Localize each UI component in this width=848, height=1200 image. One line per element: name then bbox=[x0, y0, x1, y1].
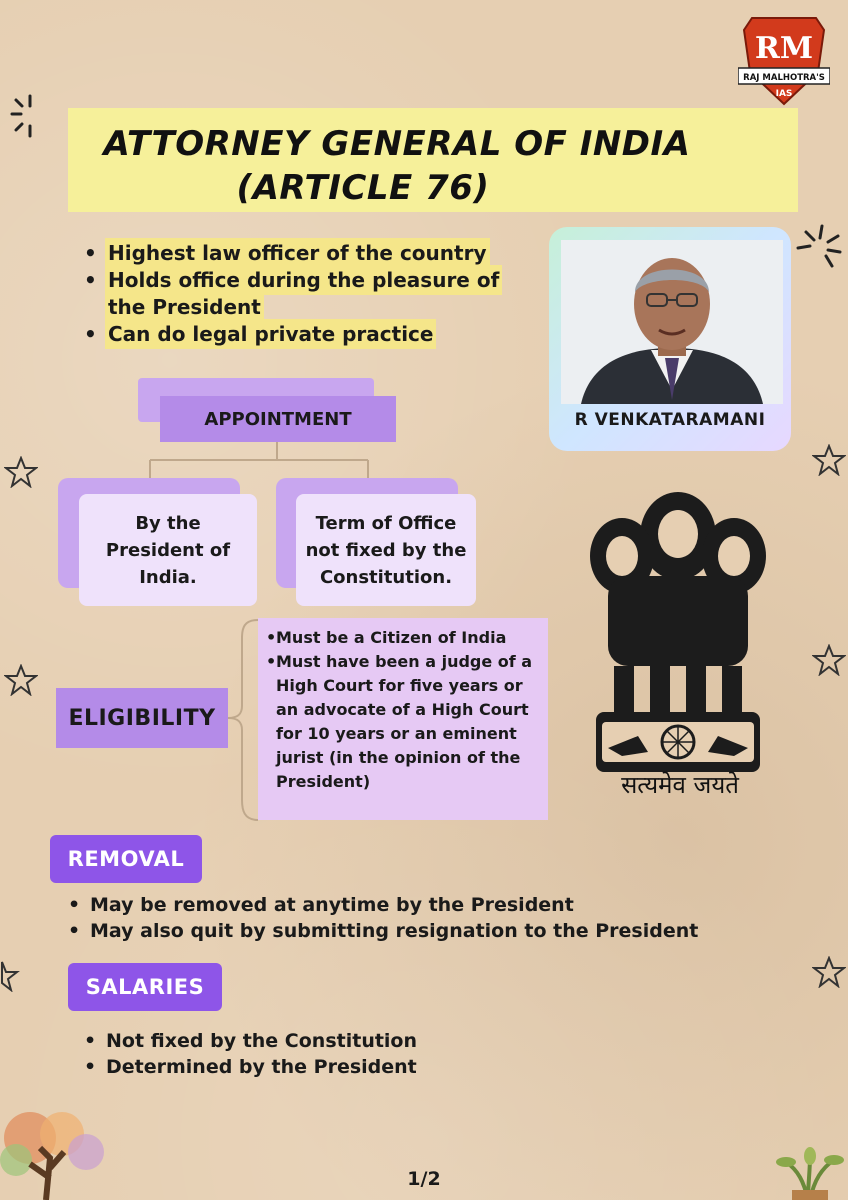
logo-ribbon-text: RAJ MALHOTRA'S bbox=[743, 73, 825, 83]
page-title: ATTORNEY GENERAL OF INDIA bbox=[103, 124, 691, 164]
list-item: • Determined by the President bbox=[78, 1054, 778, 1080]
appointment-heading: APPOINTMENT bbox=[160, 396, 396, 442]
national-emblem-icon bbox=[578, 476, 778, 816]
emblem-motto: सत्यमेव जयते bbox=[621, 771, 739, 799]
list-item: • Can do legal private practice bbox=[78, 321, 518, 348]
star-outline-icon bbox=[0, 960, 20, 992]
list-item: • Must be a Citizen of India bbox=[266, 626, 542, 650]
list-item: • May also quit by submitting resignation to the President bbox=[62, 918, 782, 944]
salaries-heading: SALARIES bbox=[68, 963, 222, 1011]
person-name-caption: R VENKATARAMANI bbox=[574, 410, 766, 430]
star-outline-icon bbox=[812, 444, 846, 476]
portrait-photo bbox=[561, 240, 783, 404]
salaries-list bbox=[78, 1028, 778, 1080]
appointment-by-card: By the President of India. bbox=[79, 494, 257, 606]
eligibility-list bbox=[258, 618, 548, 820]
star-outline-icon bbox=[812, 956, 846, 988]
page-title-banner bbox=[68, 108, 798, 212]
list-item: • Not fixed by the Constitution bbox=[78, 1028, 778, 1054]
star-outline-icon bbox=[4, 664, 38, 696]
person-portrait-icon bbox=[561, 240, 783, 404]
removal-heading: REMOVAL bbox=[50, 835, 202, 883]
appointment-term-card: Term of Office not fixed by the Constitution. bbox=[296, 494, 476, 606]
eligibility-bracket bbox=[226, 618, 262, 822]
list-item: • Must have been a judge of a High Court for five years or an advocate of a High Court for 10 years or an eminent jurist (in the opinion of the President) bbox=[266, 650, 542, 794]
page-number: 1/2 bbox=[407, 1168, 441, 1190]
star-outline-icon bbox=[4, 456, 38, 488]
page-subtitle: (ARTICLE 76) bbox=[236, 168, 490, 208]
list-item: • May be removed at anytime by the President bbox=[62, 892, 782, 918]
logo-initials: RM bbox=[754, 31, 814, 66]
removal-list bbox=[62, 892, 782, 944]
list-item: • Highest law officer of the country bbox=[78, 240, 518, 267]
star-outline-icon bbox=[812, 644, 846, 676]
list-item: • Holds office during the pleasure of the President bbox=[78, 267, 518, 321]
eligibility-heading: ELIGIBILITY bbox=[56, 688, 228, 748]
raj-malhotras-ias-logo bbox=[738, 12, 830, 108]
logo-sub-text: IAS bbox=[775, 89, 793, 99]
intro-list bbox=[78, 240, 518, 348]
sparkle-decoration-icon bbox=[792, 222, 844, 274]
